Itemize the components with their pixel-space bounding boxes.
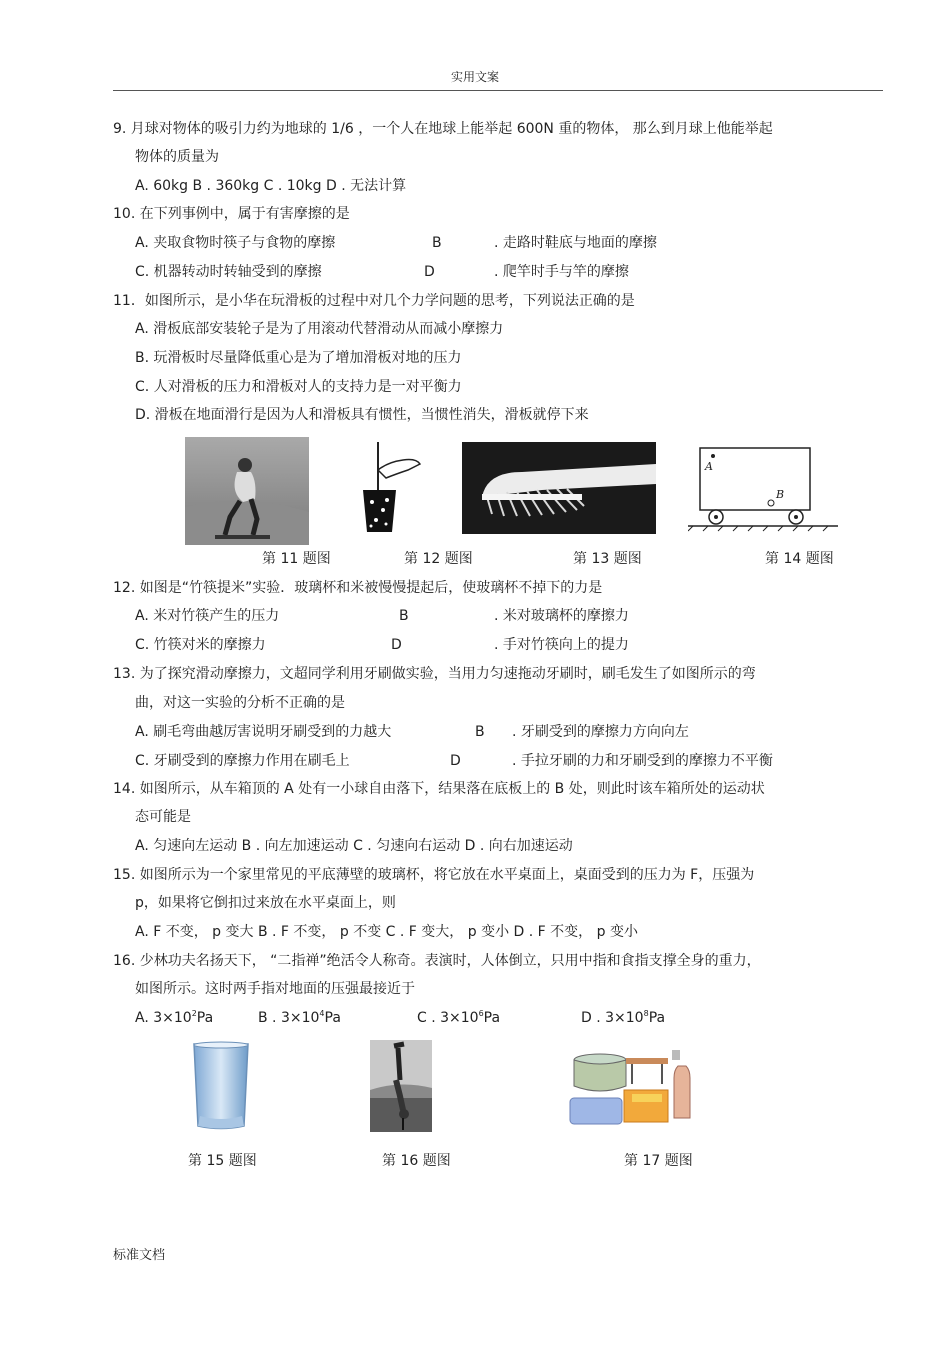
q12-letter-b: B: [399, 608, 409, 624]
q10-letter-b: B: [432, 235, 442, 251]
page-footer: 标准文档: [113, 1248, 166, 1263]
caption-fig11: 第 11 题图: [262, 551, 331, 567]
q14-line1: 14. 如图所示，从车箱顶的 A 处有一小球自由落下，结果落在底板上的 B 处，则此时该车箱所处的运动状: [113, 781, 765, 797]
q13-option-d: . 手拉牙刷的力和牙刷受到的摩擦力不平衡: [512, 753, 773, 769]
q15-options: A. F 不变， p 变大 B . F 不变， p 不变 C . F 变大， p 变小 D . F 不变， p 变小: [135, 924, 638, 940]
caption-fig13: 第 13 题图: [573, 551, 642, 567]
q12-stem: 12. 如图是“竹筷提米”实验．玻璃杯和米被慢慢提起后，使玻璃杯不掉下的力是: [113, 580, 603, 596]
q11-stem: 11．如图所示，是小华在玩滑板的过程中对几个力学问题的思考，下列说法正确的是: [113, 293, 635, 309]
q16-option-b: B . $3\times 10^4Pa$: [258, 1009, 341, 1026]
q11-option-a: A. 滑板底部安装轮子是为了用滚动代替滑动从而减小摩擦力: [135, 321, 504, 337]
caption-fig14: 第 14 题图: [765, 551, 834, 567]
q10-option-c: C. 机器转动时转轴受到的摩擦: [135, 264, 322, 280]
q16-option-c: C . $3\times 10^6Pa$: [417, 1009, 501, 1026]
q13-option-b: . 牙刷受到的摩擦力方向向左: [512, 724, 689, 740]
q9-options: A. 60kg B . 360kg C . 10kg D . 无法计算: [135, 178, 407, 194]
q16-option-a: A. $3\times 10^2Pa$: [135, 1009, 214, 1026]
toothbrush-photo: [462, 442, 656, 534]
q9-line1: 9. 月球对物体的吸引力约为地球的 1/6 ，一个人在地球上能举起 600N 重的物体， 那么到月球上他能举起: [113, 121, 773, 137]
q10-option-a: A. 夹取食物时筷子与食物的摩擦: [135, 235, 336, 251]
glass-cup-photo: [190, 1040, 252, 1132]
q16-option-d: D . $3\times 10^8Pa$: [581, 1009, 666, 1026]
q13-letter-d: D: [450, 753, 461, 769]
q10-option-d: . 爬竿时手与竿的摩擦: [494, 264, 629, 280]
q13-line1: 13. 为了探究滑动摩擦力，文超同学利用牙刷做实验，当用力匀速拖动牙刷时，刷毛发生了如图所示的弯: [113, 666, 756, 682]
q16-exp-d: 8: [643, 1009, 649, 1018]
q13-option-c: C. 牙刷受到的摩擦力作用在刷毛上: [135, 753, 350, 769]
q11-option-c: C. 人对滑板的压力和滑板对人的支持力是一对平衡力: [135, 379, 462, 395]
caption-fig16: 第 16 题图: [382, 1153, 451, 1169]
q10-stem: 10. 在下列事例中，属于有害摩擦的是: [113, 206, 350, 222]
q15-line1: 15. 如图所示为一个家里常见的平底薄壁的玻璃杯，将它放在水平桌面上，桌面受到的压力为 F，压强为: [113, 867, 755, 883]
point-b-label: B: [776, 488, 785, 501]
q16-line2: 如图所示。这时两手指对地面的压强最接近于: [135, 981, 415, 997]
q13-line2: 曲，对这一实验的分析不正确的是: [135, 695, 345, 711]
q12-option-c: C. 竹筷对米的摩擦力: [135, 637, 266, 653]
header-rule: [113, 90, 883, 91]
skateboard-photo: [185, 437, 309, 545]
q13-option-a: A. 刷毛弯曲越厉害说明牙刷受到的力越大: [135, 724, 392, 740]
q15-line2: p，如果将它倒扣过来放在水平桌面上，则: [135, 895, 396, 911]
q11-option-b: B. 玩滑板时尽量降低重心是为了增加滑板对地的压力: [135, 350, 462, 366]
pressure-objects-figure: [566, 1046, 706, 1130]
chopstick-rice-figure: [358, 440, 423, 535]
caption-fig17: 第 17 题图: [624, 1153, 693, 1169]
q16-exp-c: 6: [478, 1009, 484, 1018]
q12-option-a: A. 米对竹筷产生的压力: [135, 608, 280, 624]
q14-options: A. 匀速向左运动 B . 向左加速运动 C . 匀速向右运动 D . 向右加速运动: [135, 838, 573, 854]
caption-fig15: 第 15 题图: [188, 1153, 257, 1169]
carriage-diagram: [688, 440, 838, 532]
q12-option-d: . 手对竹筷向上的提力: [494, 637, 629, 653]
q16-exp-b: 4: [319, 1009, 325, 1018]
q9-line2: 物体的质量为: [135, 149, 219, 165]
page-header: 实用文案: [450, 70, 499, 84]
q16-exp-a: 2: [191, 1009, 197, 1018]
caption-fig12: 第 12 题图: [404, 551, 473, 567]
q12-option-b: . 米对玻璃杯的摩擦力: [494, 608, 629, 624]
q13-letter-b: B: [475, 724, 485, 740]
q11-option-d: D. 滑板在地面滑行是因为人和滑板具有惯性，当惯性消失，滑板就停下来: [135, 407, 589, 423]
q10-option-b: . 走路时鞋底与地面的摩擦: [494, 235, 657, 251]
q12-letter-d: D: [391, 637, 402, 653]
q10-letter-d: D: [424, 264, 435, 280]
point-a-label: A: [705, 460, 713, 473]
q14-line2: 态可能是: [135, 809, 191, 825]
q16-line1: 16. 少林功夫名扬天下， “二指禅”绝活令人称奇。表演时，人体倒立，只用中指和食指支撑全身的重力，: [113, 953, 761, 969]
two-finger-handstand-photo: [370, 1040, 432, 1132]
